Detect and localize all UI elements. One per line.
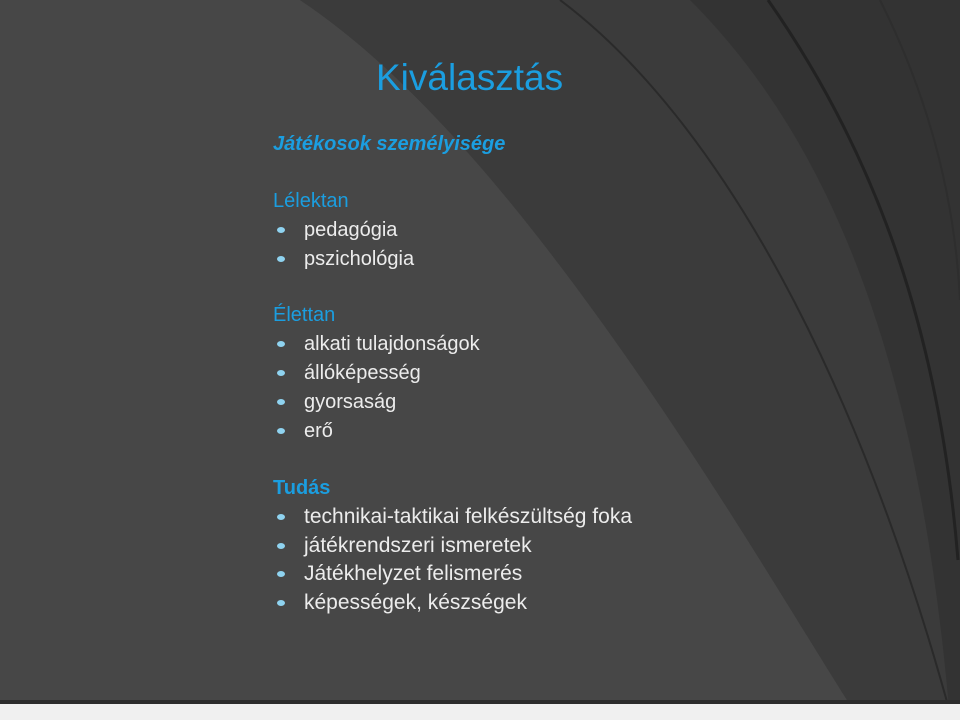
- bullet-icon: [277, 370, 285, 376]
- list-item: [273, 560, 632, 589]
- section-elettan: [273, 302, 480, 446]
- list-item-text: technikai-taktikai felkészültség foka: [304, 505, 632, 528]
- bullet-list: [273, 330, 480, 446]
- list-item-text: Játékhelyzet felismerés: [304, 562, 523, 585]
- section-heading: Tudás: [273, 477, 331, 499]
- bullet-icon: [277, 600, 285, 606]
- bullet-icon: [277, 543, 285, 549]
- section-tudas: [273, 475, 632, 617]
- section-heading: Lélektan: [273, 190, 349, 212]
- section-lelektan: [273, 188, 414, 274]
- bullet-icon: [277, 227, 285, 233]
- list-item-text: gyorsaság: [304, 391, 397, 413]
- list-item: [273, 503, 632, 532]
- list-item: [273, 388, 480, 417]
- section-heading: Élettan: [273, 304, 336, 326]
- list-item: [273, 417, 480, 446]
- list-item: [273, 330, 480, 359]
- list-item-text: állóképesség: [304, 362, 421, 384]
- bullet-icon: [277, 571, 285, 577]
- list-item-text: alkati tulajdonságok: [304, 333, 480, 355]
- list-item: [273, 216, 414, 245]
- bullet-icon: [277, 428, 285, 434]
- bullet-list: [273, 503, 632, 617]
- bullet-icon: [277, 514, 285, 520]
- bullet-icon: [277, 256, 285, 262]
- list-item: [273, 589, 632, 618]
- list-item-text: pszichológia: [304, 248, 415, 270]
- bullet-icon: [277, 399, 285, 405]
- list-item: [273, 532, 632, 561]
- slide-bottom-band: [0, 700, 960, 704]
- list-item-text: képességek, készségek: [304, 590, 527, 614]
- slide-title: Kiválasztás: [376, 57, 564, 98]
- slide-bottom-edge: [0, 704, 960, 720]
- slide-subtitle: Játékosok személyisége: [273, 133, 506, 155]
- bullet-icon: [277, 341, 285, 347]
- bullet-list: [273, 216, 414, 274]
- list-item: [273, 359, 480, 388]
- list-item: [273, 245, 414, 274]
- list-item-text: erő: [304, 420, 333, 442]
- list-item-text: játékrendszeri ismeretek: [304, 533, 532, 557]
- list-item-text: pedagógia: [304, 219, 398, 241]
